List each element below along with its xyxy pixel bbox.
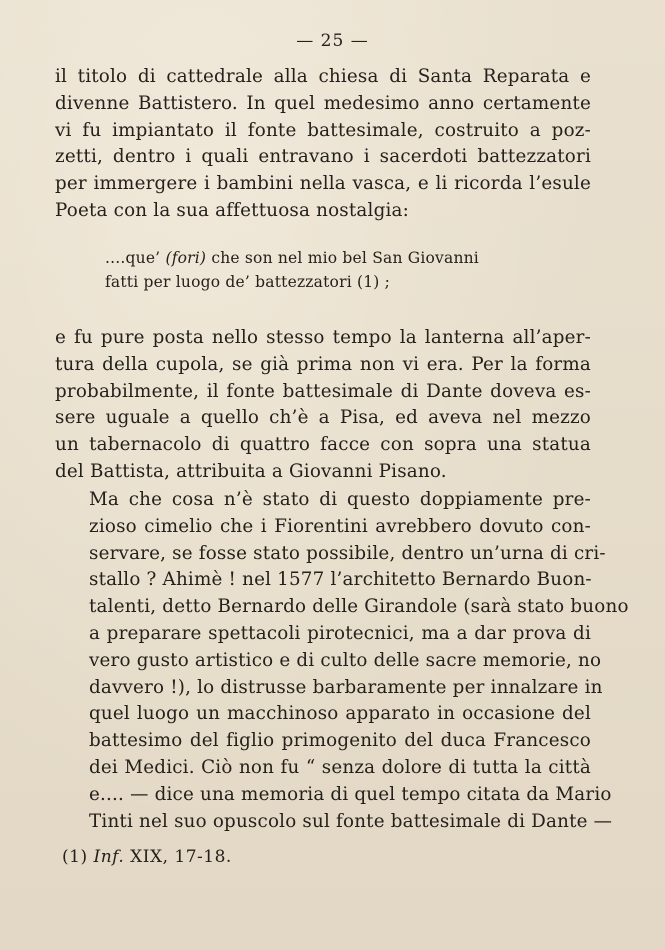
text-line: Ma che cosa n’è stato di questo doppiamente pre- <box>89 489 591 510</box>
text-line: e.... — dice una memoria di quel tempo citata da Mario <box>89 783 612 805</box>
paragraph-2 <box>55 325 591 486</box>
text-line: dei Medici. Ciò non fu “ senza dolore di tutta la città <box>89 756 591 778</box>
text-line: talenti, detto Bernardo delle Girandole (sarà stato buono <box>89 596 629 618</box>
footnote-source: Inf. <box>93 847 125 867</box>
text-line: divenne Battistero. In quel medesimo anno certamente <box>55 92 591 114</box>
quote-line-1-start: ....que’ <box>105 249 166 267</box>
text-line: probabilmente, il fonte battesimale di Dante doveva es- <box>55 380 591 402</box>
text-line: davvero !), lo distrusse barbaramente per innalzare in <box>89 676 603 698</box>
text-line: sere uguale a quello ch’è a Pisa, ed aveva nel mezzo <box>55 407 591 429</box>
paragraph-3 <box>55 487 629 835</box>
quote-italic-word: (fori) <box>165 249 207 267</box>
paragraph-1 <box>55 64 591 225</box>
text-line: il titolo di cattedrale alla chiesa di Santa Reparata e <box>55 66 591 87</box>
text-line: zetti, dentro i quali entravano i sacerdoti battezzatori <box>55 146 591 168</box>
text-line: a preparare spettacoli pirotecnici, ma a dar prova di <box>89 622 591 644</box>
footnote-marker: (1) <box>62 847 88 867</box>
page-number: — 25 — <box>296 31 369 51</box>
text-line: Poeta con la sua affettuosa nostalgia: <box>55 199 409 221</box>
text-line: vi fu impiantato il fonte battesimale, costruito a poz- <box>55 119 591 141</box>
footnote <box>62 847 232 867</box>
dante-quotation <box>105 246 565 294</box>
text-line: Tinti nel suo opuscolo sul fonte battesimale di Dante — <box>89 810 613 832</box>
text-line: battesimo del figlio primogenito del duca Francesco <box>89 730 591 752</box>
quote-line-1-end: che son nel mio bel San Giovanni <box>206 249 479 267</box>
footnote-reference: XIX, 17-18. <box>130 847 232 867</box>
text-line: del Battista, attribuita a Giovanni Pisano. <box>55 460 447 482</box>
text-line: tura della cupola, se già prima non vi era. Per la forma <box>55 353 591 375</box>
text-line: servare, se fosse stato possibile, dentro un’urna di cri- <box>89 542 606 564</box>
text-line: un tabernacolo di quattro facce con sopra una statua <box>55 434 591 456</box>
text-line: per immergere i bambini nella vasca, e li ricorda l’esule <box>55 173 591 195</box>
text-line: stallo ? Ahimè ! nel 1577 l’architetto Bernardo Buon- <box>89 569 592 591</box>
quote-line-1 <box>105 246 565 270</box>
text-line: e fu pure posta nello stesso tempo la lanterna all’aper- <box>55 327 591 348</box>
text-line: vero gusto artistico e di culto delle sacre memorie, no <box>89 649 602 671</box>
quote-line-2: fatti per luogo de’ battezzatori (1) ; <box>105 273 391 291</box>
text-line: zioso cimelio che i Fiorentini avrebbero dovuto con- <box>89 515 591 537</box>
text-line: quel luogo un macchinoso apparato in occasione del <box>89 703 591 725</box>
